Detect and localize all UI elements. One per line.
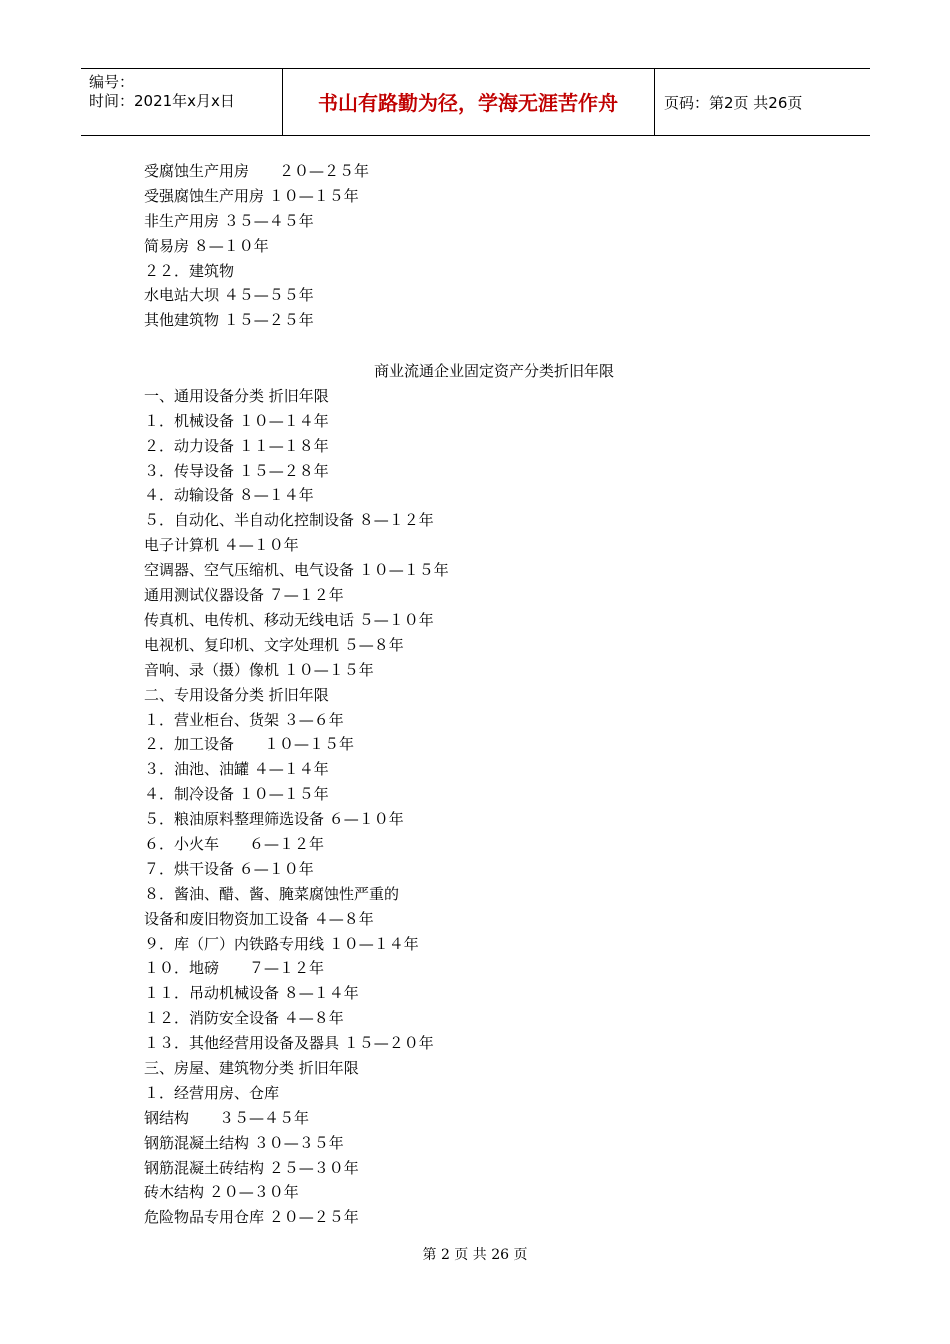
text-line: 非生产用房 ３５—４５年 (144, 211, 314, 230)
text-line: ２．加工设备 １０—１５年 (144, 735, 355, 754)
header-motto: 书山有路勤为径，学海无涯苦作舟 (318, 91, 618, 115)
text-line: ５．自动化、半自动化控制设备 ８—１２年 (144, 511, 434, 530)
text-line: ３．传导设备 １５—２８年 (144, 461, 329, 480)
text-line: 二、专用设备分类 折旧年限 (144, 685, 329, 704)
text-line: 其他建筑物 １５—２５年 (144, 311, 314, 330)
text-line: ８．酱油、醋、酱、腌菜腐蚀性严重的 (144, 884, 400, 903)
section-title: 商业流通企业固定资产分类折旧年限 (373, 362, 614, 381)
text-line: 空调器、空气压缩机、电气设备 １０—１５年 (144, 561, 449, 580)
header-page-cell (654, 69, 870, 135)
header-page-info: 页码：第2页 共26页 (664, 94, 803, 112)
text-line: 受强腐蚀生产用房 １０—１５年 (144, 186, 359, 205)
text-line: １１．吊动机械设备 ８—１４年 (144, 984, 359, 1003)
text-line: 简易房 ８—１０年 (144, 236, 269, 255)
text-line: 电视机、复印机、文字处理机 ５—８年 (144, 635, 404, 654)
text-line: １３．其他经营用设备及器具 １５—２０年 (144, 1034, 434, 1053)
text-line: 电子计算机 ４—１０年 (144, 536, 299, 555)
header-meta-cell (81, 69, 283, 135)
text-line: 受腐蚀生产用房 ２０—２５年 (144, 162, 370, 180)
text-line: 钢筋混凝土砖结构 ２５—３０年 (144, 1158, 359, 1177)
text-line: ２．动力设备 １１—１８年 (144, 436, 329, 455)
text-line: 钢结构 ３５—４５年 (144, 1108, 310, 1127)
text-line: １２．消防安全设备 ４—８年 (144, 1009, 344, 1028)
page-footer: 第 2 页 共 26 页 (422, 1247, 528, 1263)
text-line: １．营业柜台、货架 ３—６年 (144, 710, 344, 729)
text-line: ６．小火车 ６—１２年 (144, 834, 325, 853)
text-line: ７．烘干设备 ６—１０年 (144, 859, 314, 878)
text-line: 一、通用设备分类 折旧年限 (144, 386, 329, 405)
text-line: 钢筋混凝土结构 ３０—３５年 (144, 1133, 344, 1152)
text-line: 危险物品专用仓库 ２０—２５年 (144, 1208, 359, 1227)
paragraph-gap (144, 333, 804, 359)
document-number-label: 编号： (89, 73, 135, 91)
header-motto-cell (282, 69, 655, 135)
text-line: 通用测试仪器设备 ７—１２年 (144, 586, 344, 605)
text-line: 设备和废旧物资加工设备 ４—８年 (144, 909, 374, 928)
text-line: 音响、录（摄）像机 １０—１５年 (144, 660, 374, 679)
document-body (144, 159, 804, 1230)
text-line: 砖木结构 ２０—３０年 (144, 1183, 299, 1202)
text-line: ４．动输设备 ８—１４年 (144, 486, 314, 505)
text-line: 水电站大坝 ４５—５５年 (144, 286, 314, 305)
page-header (81, 68, 870, 136)
text-line: ５．粮油原料整理筛选设备 ６—１０年 (144, 810, 404, 829)
text-line: １．经营用房、仓库 (144, 1083, 280, 1102)
text-line: 传真机、电传机、移动无线电话 ５—１０年 (144, 610, 434, 629)
text-line: ４．制冷设备 １０—１５年 (144, 785, 329, 804)
text-line: １．机械设备 １０—１４年 (144, 411, 329, 430)
text-line: ９．库（厂）内铁路专用线 １０—１４年 (144, 934, 419, 953)
text-line: １０．地磅 ７—１２年 (144, 959, 325, 978)
text-line: ２２．建筑物 (144, 261, 235, 280)
document-date-label: 时间：2021年x月x日 (89, 92, 235, 110)
text-line: 三、房屋、建筑物分类 折旧年限 (144, 1058, 359, 1077)
text-line: ３．油池、油罐 ４—１４年 (144, 760, 329, 779)
